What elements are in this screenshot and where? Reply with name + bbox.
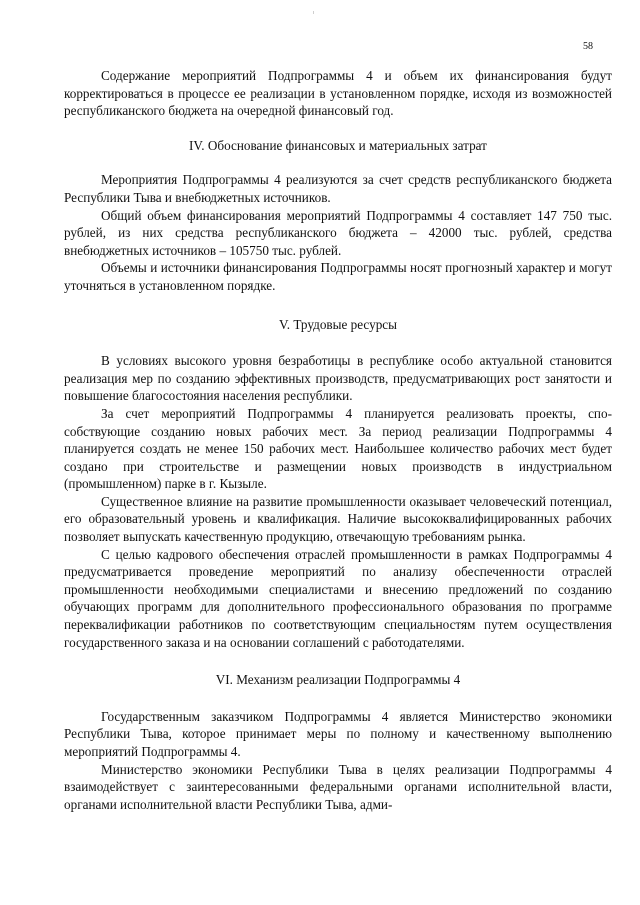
section-6-paragraph-2: Министерство экономики Республики Тыва в целях реализации Подпрограммы 4 взаимодействует с заинтересованными федеральными органами исполнительной власти, органами исполнительной власти Республики Тыва, адми- [64, 761, 612, 812]
document-body [64, 67, 612, 813]
section-5-paragraph-4: С целью кадрового обеспечения отраслей промышленности в рамках Подпрограммы 4 предусматривается проведение мероприятий по анализу обеспеченности отраслей промышленности необходимыми специалистами и внесению предложений по созданию обучающих программ для дополнительного профессионального образования по программе переквалификации работников по соответствующим специальностям путем осуществления государственного заказа и на основании соглашений с работодателями. [64, 546, 612, 650]
section-5-heading: V. Трудовые ресурсы [278, 316, 398, 332]
section-4-paragraph-1: Мероприятия Подпрограммы 4 реализуются за счет средств республиканского бюджета Республики Тыва и внебюджетных источников. [64, 172, 612, 205]
section-5-paragraph-1: В условиях высокого уровня безработицы в республике особо актуальной становится реализация мер по созданию эффективных производств, предусматривающих рост занятости и повышение благосостояния населения республики. [64, 353, 612, 404]
section-4-paragraph-2: Общий объем финансирования мероприятий Подпрограммы 4 составляет 147 750 тыс. рублей, из них средства республиканского бюджета – 42000 тыс. рублей, средства внебюджетных источников – 105750 тыс. рублей. [64, 207, 612, 258]
section-5-paragraph-2: За счет мероприятий Подпрограммы 4 планируется реализовать проекты, способствующие созданию новых рабочих мест. За период реализации Подпрограммы 4 планируется создать не менее 150 рабочих мест. Наибольшее количество рабочих мест будет создано при строительстве и размещении новых производств в индустриальном (промышленном) парке в г. Кызыле. [64, 405, 612, 492]
section-6-heading: VI. Механизм реализации Подпрограммы 4 [215, 672, 461, 688]
section-4-heading: IV. Обоснование финансовых и материальных затрат [189, 137, 487, 153]
intro-paragraph: Содержание мероприятий Подпрограммы 4 и объем их финансирования будут корректироваться в процессе ее реализации в установленном порядке, исходя из возможностей республиканского бюджета на очередной финансовый год. [64, 68, 612, 119]
scan-artifact [313, 11, 314, 14]
page-number: 58 [583, 41, 593, 52]
section-6-paragraph-1: Государственным заказчиком Подпрограммы 4 является Министерство экономики Республики Тыва, которое принимает меры по полному и качественному выполнению мероприятий Подпрограммы 4. [64, 708, 612, 759]
section-4-paragraph-3: Объемы и источники финансирования Подпрограммы носят прогнозный характер и могут уточняться в установленном порядке. [64, 260, 612, 293]
section-5-paragraph-3: Существенное влияние на развитие промышленности оказывает человеческий потенциал, его образовательный уровень и квалификация. Наличие высококвалифицированных рабочих позволяет выпускать качественную продукцию, отвечающую требованиям рынка. [64, 493, 612, 545]
